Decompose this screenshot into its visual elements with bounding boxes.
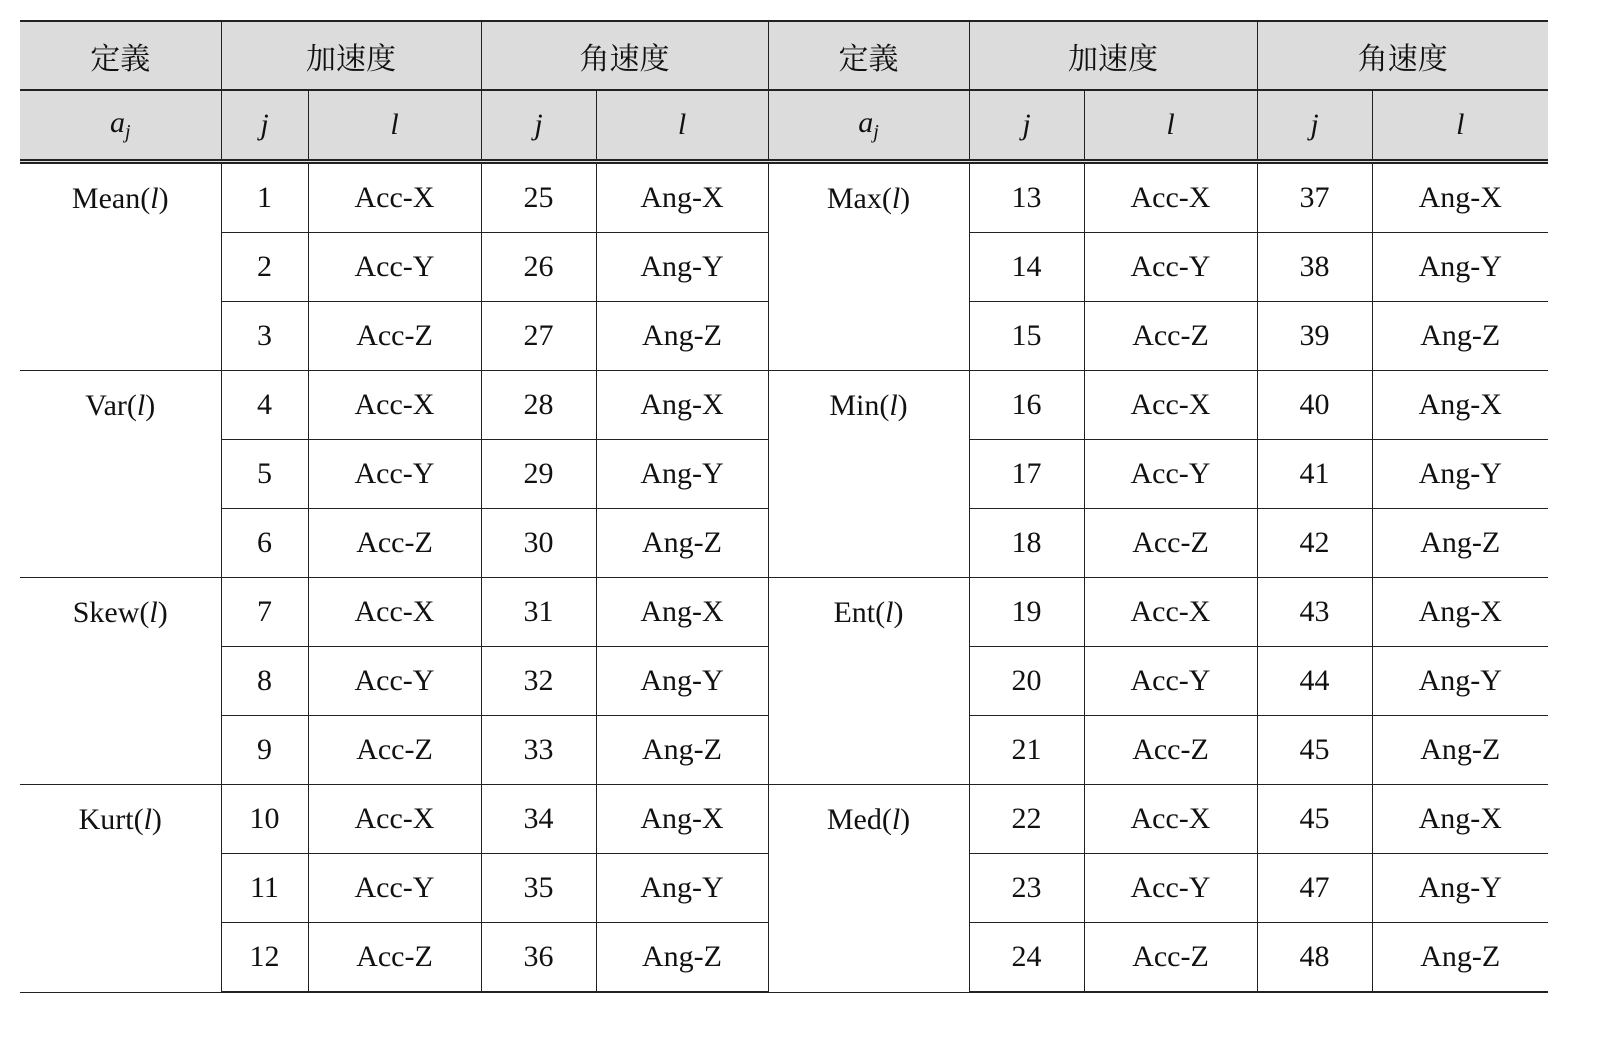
acc-axis-cell: Acc-Y [1084, 233, 1257, 302]
paren-close: ) [893, 596, 904, 629]
ang-index-cell: 34 [481, 785, 596, 854]
paren-open: ( [881, 803, 892, 836]
acc-index-cell: 2 [221, 233, 308, 302]
ang-axis-cell: Ang-Y [596, 440, 768, 509]
table-row [20, 371, 1548, 440]
acc-axis-cell: Acc-Z [308, 509, 481, 578]
paren-open: ( [139, 596, 150, 629]
acc-index-cell: 13 [969, 162, 1084, 233]
acc-index-cell: 7 [221, 578, 308, 647]
acc-axis-cell: Acc-Z [308, 716, 481, 785]
ang-index-cell: 26 [481, 233, 596, 302]
definition-cell-right [768, 785, 969, 993]
definition-name: Skew [72, 596, 140, 629]
definition-cell-right [768, 578, 969, 785]
header-aj-right [768, 90, 969, 162]
table-row [20, 578, 1548, 647]
acc-index-cell: 16 [969, 371, 1084, 440]
ang-axis-cell: Ang-X [1372, 371, 1548, 440]
definition-cell-left [20, 578, 221, 785]
acc-axis-cell: Acc-Z [1084, 923, 1257, 993]
header-l: l [596, 90, 768, 162]
acc-index-cell: 6 [221, 509, 308, 578]
paren-open: ( [133, 803, 144, 836]
header-j: j [221, 90, 308, 162]
definition-arg: l [891, 182, 901, 215]
ang-index-cell: 27 [481, 302, 596, 371]
ang-axis-cell: Ang-X [596, 371, 768, 440]
header-row-2 [20, 90, 1548, 162]
ang-axis-cell: Ang-X [596, 785, 768, 854]
ang-index-cell: 41 [1257, 440, 1372, 509]
definition-name: Med [826, 803, 882, 836]
header-j: j [1257, 90, 1372, 162]
acc-index-cell: 24 [969, 923, 1084, 993]
ang-index-cell: 40 [1257, 371, 1372, 440]
acc-axis-cell: Acc-X [1084, 162, 1257, 233]
ang-index-cell: 30 [481, 509, 596, 578]
paren-open: ( [879, 389, 890, 422]
ang-axis-cell: Ang-Y [1372, 440, 1548, 509]
acc-axis-cell: Acc-Z [1084, 509, 1257, 578]
paren-close: ) [145, 389, 156, 422]
ang-axis-cell: Ang-X [1372, 785, 1548, 854]
acc-axis-cell: Acc-Z [1084, 302, 1257, 371]
acc-index-cell: 5 [221, 440, 308, 509]
header-l: l [1372, 90, 1548, 162]
ang-index-cell: 45 [1257, 785, 1372, 854]
definition-arg: l [889, 389, 898, 422]
ang-axis-cell: Ang-X [1372, 162, 1548, 233]
acc-axis-cell: Acc-X [1084, 578, 1257, 647]
paren-open: ( [875, 596, 886, 629]
acc-axis-cell: Acc-X [1084, 785, 1257, 854]
acc-axis-cell: Acc-X [308, 578, 481, 647]
ang-axis-cell: Ang-Z [596, 509, 768, 578]
definition-cell-left [20, 371, 221, 578]
acc-index-cell: 9 [221, 716, 308, 785]
paren-close: ) [157, 596, 168, 629]
acc-index-cell: 15 [969, 302, 1084, 371]
ang-index-cell: 47 [1257, 854, 1372, 923]
ang-axis-cell: Ang-Z [596, 302, 768, 371]
paren-close: ) [900, 182, 911, 215]
header-j: j [481, 90, 596, 162]
paren-close: ) [158, 182, 169, 215]
paren-open: ( [140, 182, 151, 215]
paren-close: ) [900, 803, 911, 836]
paren-open: ( [881, 182, 892, 215]
ang-index-cell: 39 [1257, 302, 1372, 371]
a-subscript: j [873, 121, 879, 143]
header-l: l [1084, 90, 1257, 162]
acc-index-cell: 1 [221, 162, 308, 233]
ang-index-cell: 44 [1257, 647, 1372, 716]
acc-index-cell: 21 [969, 716, 1084, 785]
table-row [20, 785, 1548, 854]
definition-arg: l [143, 803, 152, 836]
ang-axis-cell: Ang-Y [596, 233, 768, 302]
ang-index-cell: 28 [481, 371, 596, 440]
ang-axis-cell: Ang-Y [1372, 647, 1548, 716]
header-aj-left [20, 90, 221, 162]
ang-axis-cell: Ang-Z [596, 923, 768, 993]
ang-axis-cell: Ang-Z [1372, 302, 1548, 371]
ang-index-cell: 36 [481, 923, 596, 993]
acc-index-cell: 12 [221, 923, 308, 993]
ang-index-cell: 43 [1257, 578, 1372, 647]
acc-axis-cell: Acc-X [1084, 371, 1257, 440]
acc-axis-cell: Acc-Y [308, 440, 481, 509]
table-body [20, 162, 1548, 993]
header-angular-velocity-left: 角速度 [481, 21, 768, 90]
definition-cell-right [768, 162, 969, 371]
ang-index-cell: 31 [481, 578, 596, 647]
acc-axis-cell: Acc-X [308, 785, 481, 854]
acc-index-cell: 8 [221, 647, 308, 716]
acc-index-cell: 23 [969, 854, 1084, 923]
a-symbol: a [858, 106, 874, 139]
acc-axis-cell: Acc-Y [308, 854, 481, 923]
acc-index-cell: 10 [221, 785, 308, 854]
paren-open: ( [126, 389, 137, 422]
header-definition-right: 定義 [768, 21, 969, 90]
header-j: j [969, 90, 1084, 162]
ang-axis-cell: Ang-Y [1372, 854, 1548, 923]
ang-index-cell: 29 [481, 440, 596, 509]
ang-index-cell: 25 [481, 162, 596, 233]
acc-axis-cell: Acc-Y [308, 233, 481, 302]
acc-axis-cell: Acc-X [308, 371, 481, 440]
ang-axis-cell: Ang-X [1372, 578, 1548, 647]
definition-arg: l [885, 596, 894, 629]
header-acceleration-left: 加速度 [221, 21, 481, 90]
definition-name: Ent [833, 596, 876, 629]
ang-index-cell: 38 [1257, 233, 1372, 302]
definition-arg: l [150, 182, 159, 215]
ang-axis-cell: Ang-Z [596, 716, 768, 785]
acc-index-cell: 14 [969, 233, 1084, 302]
acc-index-cell: 19 [969, 578, 1084, 647]
ang-index-cell: 42 [1257, 509, 1372, 578]
ang-axis-cell: Ang-Z [1372, 509, 1548, 578]
acc-axis-cell: Acc-Y [1084, 440, 1257, 509]
table-row [20, 162, 1548, 233]
definition-arg: l [136, 389, 146, 422]
ang-index-cell: 45 [1257, 716, 1372, 785]
acc-axis-cell: Acc-X [308, 162, 481, 233]
acc-axis-cell: Acc-Y [1084, 647, 1257, 716]
acc-index-cell: 3 [221, 302, 308, 371]
ang-axis-cell: Ang-X [596, 162, 768, 233]
header-acceleration-right: 加速度 [969, 21, 1257, 90]
acc-axis-cell: Acc-Z [308, 923, 481, 993]
definition-name: Max [826, 182, 882, 215]
acc-index-cell: 11 [221, 854, 308, 923]
ang-axis-cell: Ang-Y [596, 647, 768, 716]
a-subscript: j [124, 121, 131, 143]
header-row-1 [20, 21, 1548, 90]
paren-close: ) [151, 803, 162, 836]
header-angular-velocity-right: 角速度 [1257, 21, 1548, 90]
acc-index-cell: 22 [969, 785, 1084, 854]
ang-index-cell: 33 [481, 716, 596, 785]
ang-index-cell: 35 [481, 854, 596, 923]
header-definition-left: 定義 [20, 21, 221, 90]
definition-name: Min [829, 389, 880, 422]
feature-table-container [20, 20, 1548, 993]
acc-index-cell: 20 [969, 647, 1084, 716]
paren-close: ) [897, 389, 908, 422]
definition-arg: l [149, 596, 158, 629]
acc-axis-cell: Acc-Y [1084, 854, 1257, 923]
ang-axis-cell: Ang-Y [1372, 233, 1548, 302]
definition-name: Mean [71, 182, 141, 215]
definition-name: Kurt [78, 803, 134, 836]
acc-index-cell: 18 [969, 509, 1084, 578]
definition-arg: l [891, 803, 901, 836]
acc-index-cell: 17 [969, 440, 1084, 509]
a-symbol: a [109, 106, 125, 139]
ang-axis-cell: Ang-Z [1372, 923, 1548, 993]
header-l: l [308, 90, 481, 162]
definition-cell-left [20, 785, 221, 993]
acc-index-cell: 4 [221, 371, 308, 440]
definition-cell-left [20, 162, 221, 371]
ang-axis-cell: Ang-X [596, 578, 768, 647]
ang-axis-cell: Ang-Y [596, 854, 768, 923]
acc-axis-cell: Acc-Z [308, 302, 481, 371]
acc-axis-cell: Acc-Y [308, 647, 481, 716]
acc-axis-cell: Acc-Z [1084, 716, 1257, 785]
ang-axis-cell: Ang-Z [1372, 716, 1548, 785]
ang-index-cell: 48 [1257, 923, 1372, 993]
definition-cell-right [768, 371, 969, 578]
ang-index-cell: 32 [481, 647, 596, 716]
definition-name: Var [85, 389, 127, 422]
ang-index-cell: 37 [1257, 162, 1372, 233]
feature-table [20, 20, 1548, 993]
